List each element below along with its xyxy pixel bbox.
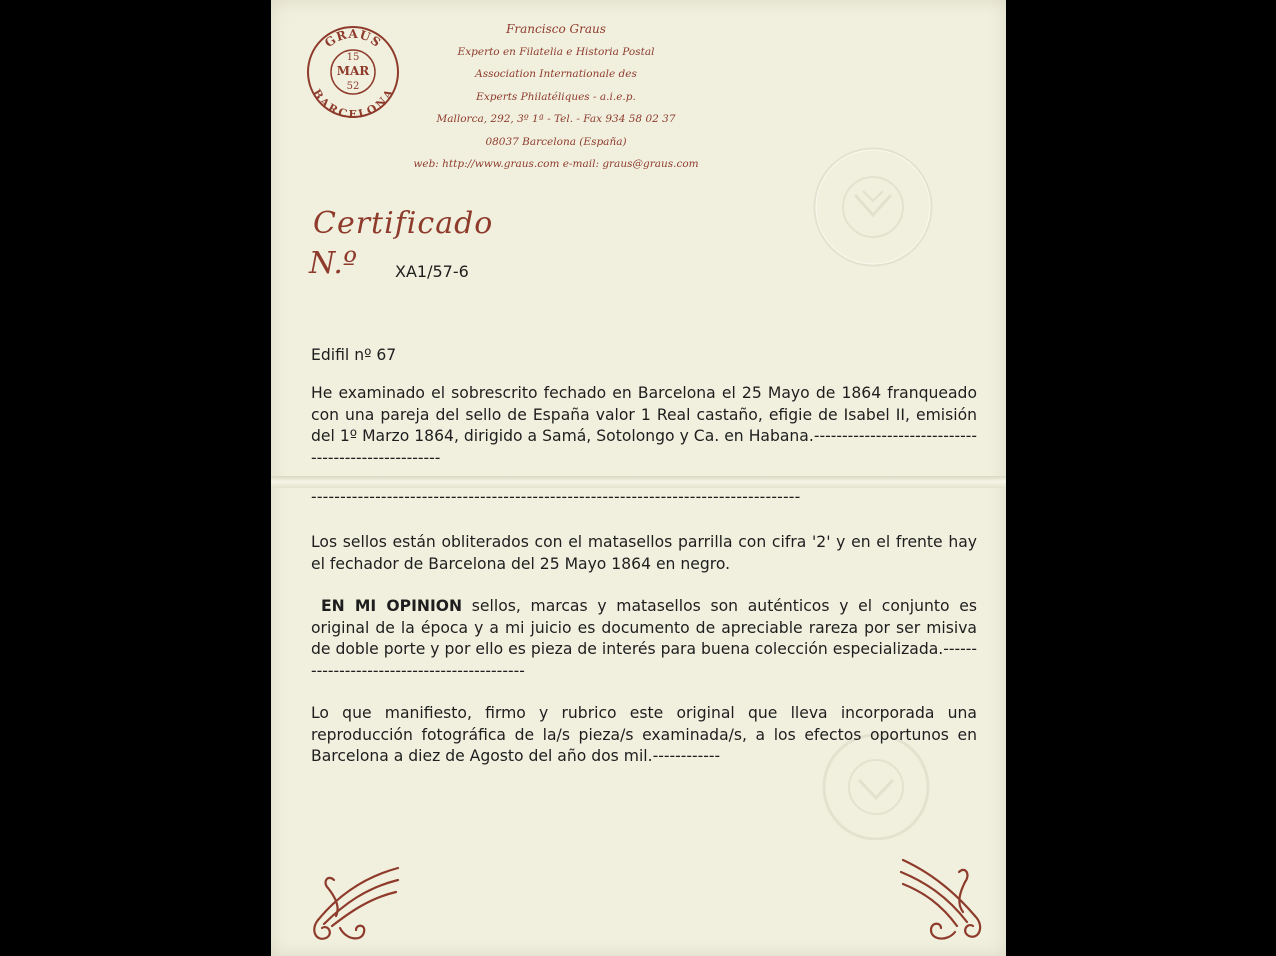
embossed-seal-top (811, 145, 936, 270)
certificate-page (271, 0, 1006, 956)
seal-month: MAR (336, 64, 370, 78)
opinion-text: sellos, marcas y matasellos son auténticos y el conjunto es original de la época y a mi juicio es documento de apreciable rareza por ser misiva de doble porte y por ello es pieza de interés para buena colección especializada.-------------------------------------------- (311, 597, 978, 680)
opinion-paragraph (311, 596, 977, 682)
seal-year: 52 (346, 81, 360, 92)
address-line: Mallorca, 292, 3º 1ª - Tel. - Fax 934 58 02 37 (436, 113, 676, 125)
cancellation-paragraph: Los sellos están obliterados con el matasellos parrilla con cifra '2' y en el frente hay el fechador de Barcelona del 25 Mayo 1864 en negro. (311, 533, 977, 573)
seal-top-text: GRAUS (322, 26, 385, 51)
opinion-heading: EN MI OPINION (321, 597, 463, 615)
right-flourish-ornament (893, 852, 988, 947)
seal-bottom-text: BARCELONA (309, 86, 397, 120)
association-line-1: Association Internationale des (475, 68, 637, 80)
graus-postmark-seal (305, 24, 401, 120)
letterhead (391, 18, 721, 176)
certificate-number-label: N.º (309, 246, 357, 281)
web-email-line: web: http://www.graus.com e-mail: graus@graus.com (413, 158, 699, 170)
dash-filler-line: ------------------------------------------------------------------------------------ (311, 488, 801, 506)
declaration-paragraph: Lo que manifiesto, firmo y rubrico este original que lleva incorporada una reproducción fotográfica de la/s pieza/s examinada/s, a los efectos oportunos en Barcelona a diez de Agosto del año dos mil.------------ (311, 704, 977, 766)
expert-name: Francisco Graus (506, 22, 606, 36)
certificate-number: XA1/57-6 (395, 262, 469, 281)
edifil-reference: Edifil nº 67 (311, 346, 397, 364)
association-line-2: Experts Philatéliques - a.i.e.p. (476, 90, 636, 103)
svg-text:GRAUS (322, 27, 384, 50)
certificate-title: Certificado (313, 206, 494, 241)
examination-paragraph: He examinado el sobrescrito fechado en Barcelona el 25 Mayo de 1864 franqueado con una pareja del sello de España valor 1 Real castaño, efigie de Isabel II, emisión del 1º Marzo 1864, dirigido a Samá, Sotolongo y Ca. en Habana.---------------------------------------------------- (311, 384, 977, 467)
left-flourish-ornament (306, 858, 406, 948)
seal-day: 15 (346, 52, 360, 63)
city-line: 08037 Barcelona (España) (485, 135, 627, 148)
expert-title: Experto en Filatelia e Historia Postal (457, 45, 655, 58)
